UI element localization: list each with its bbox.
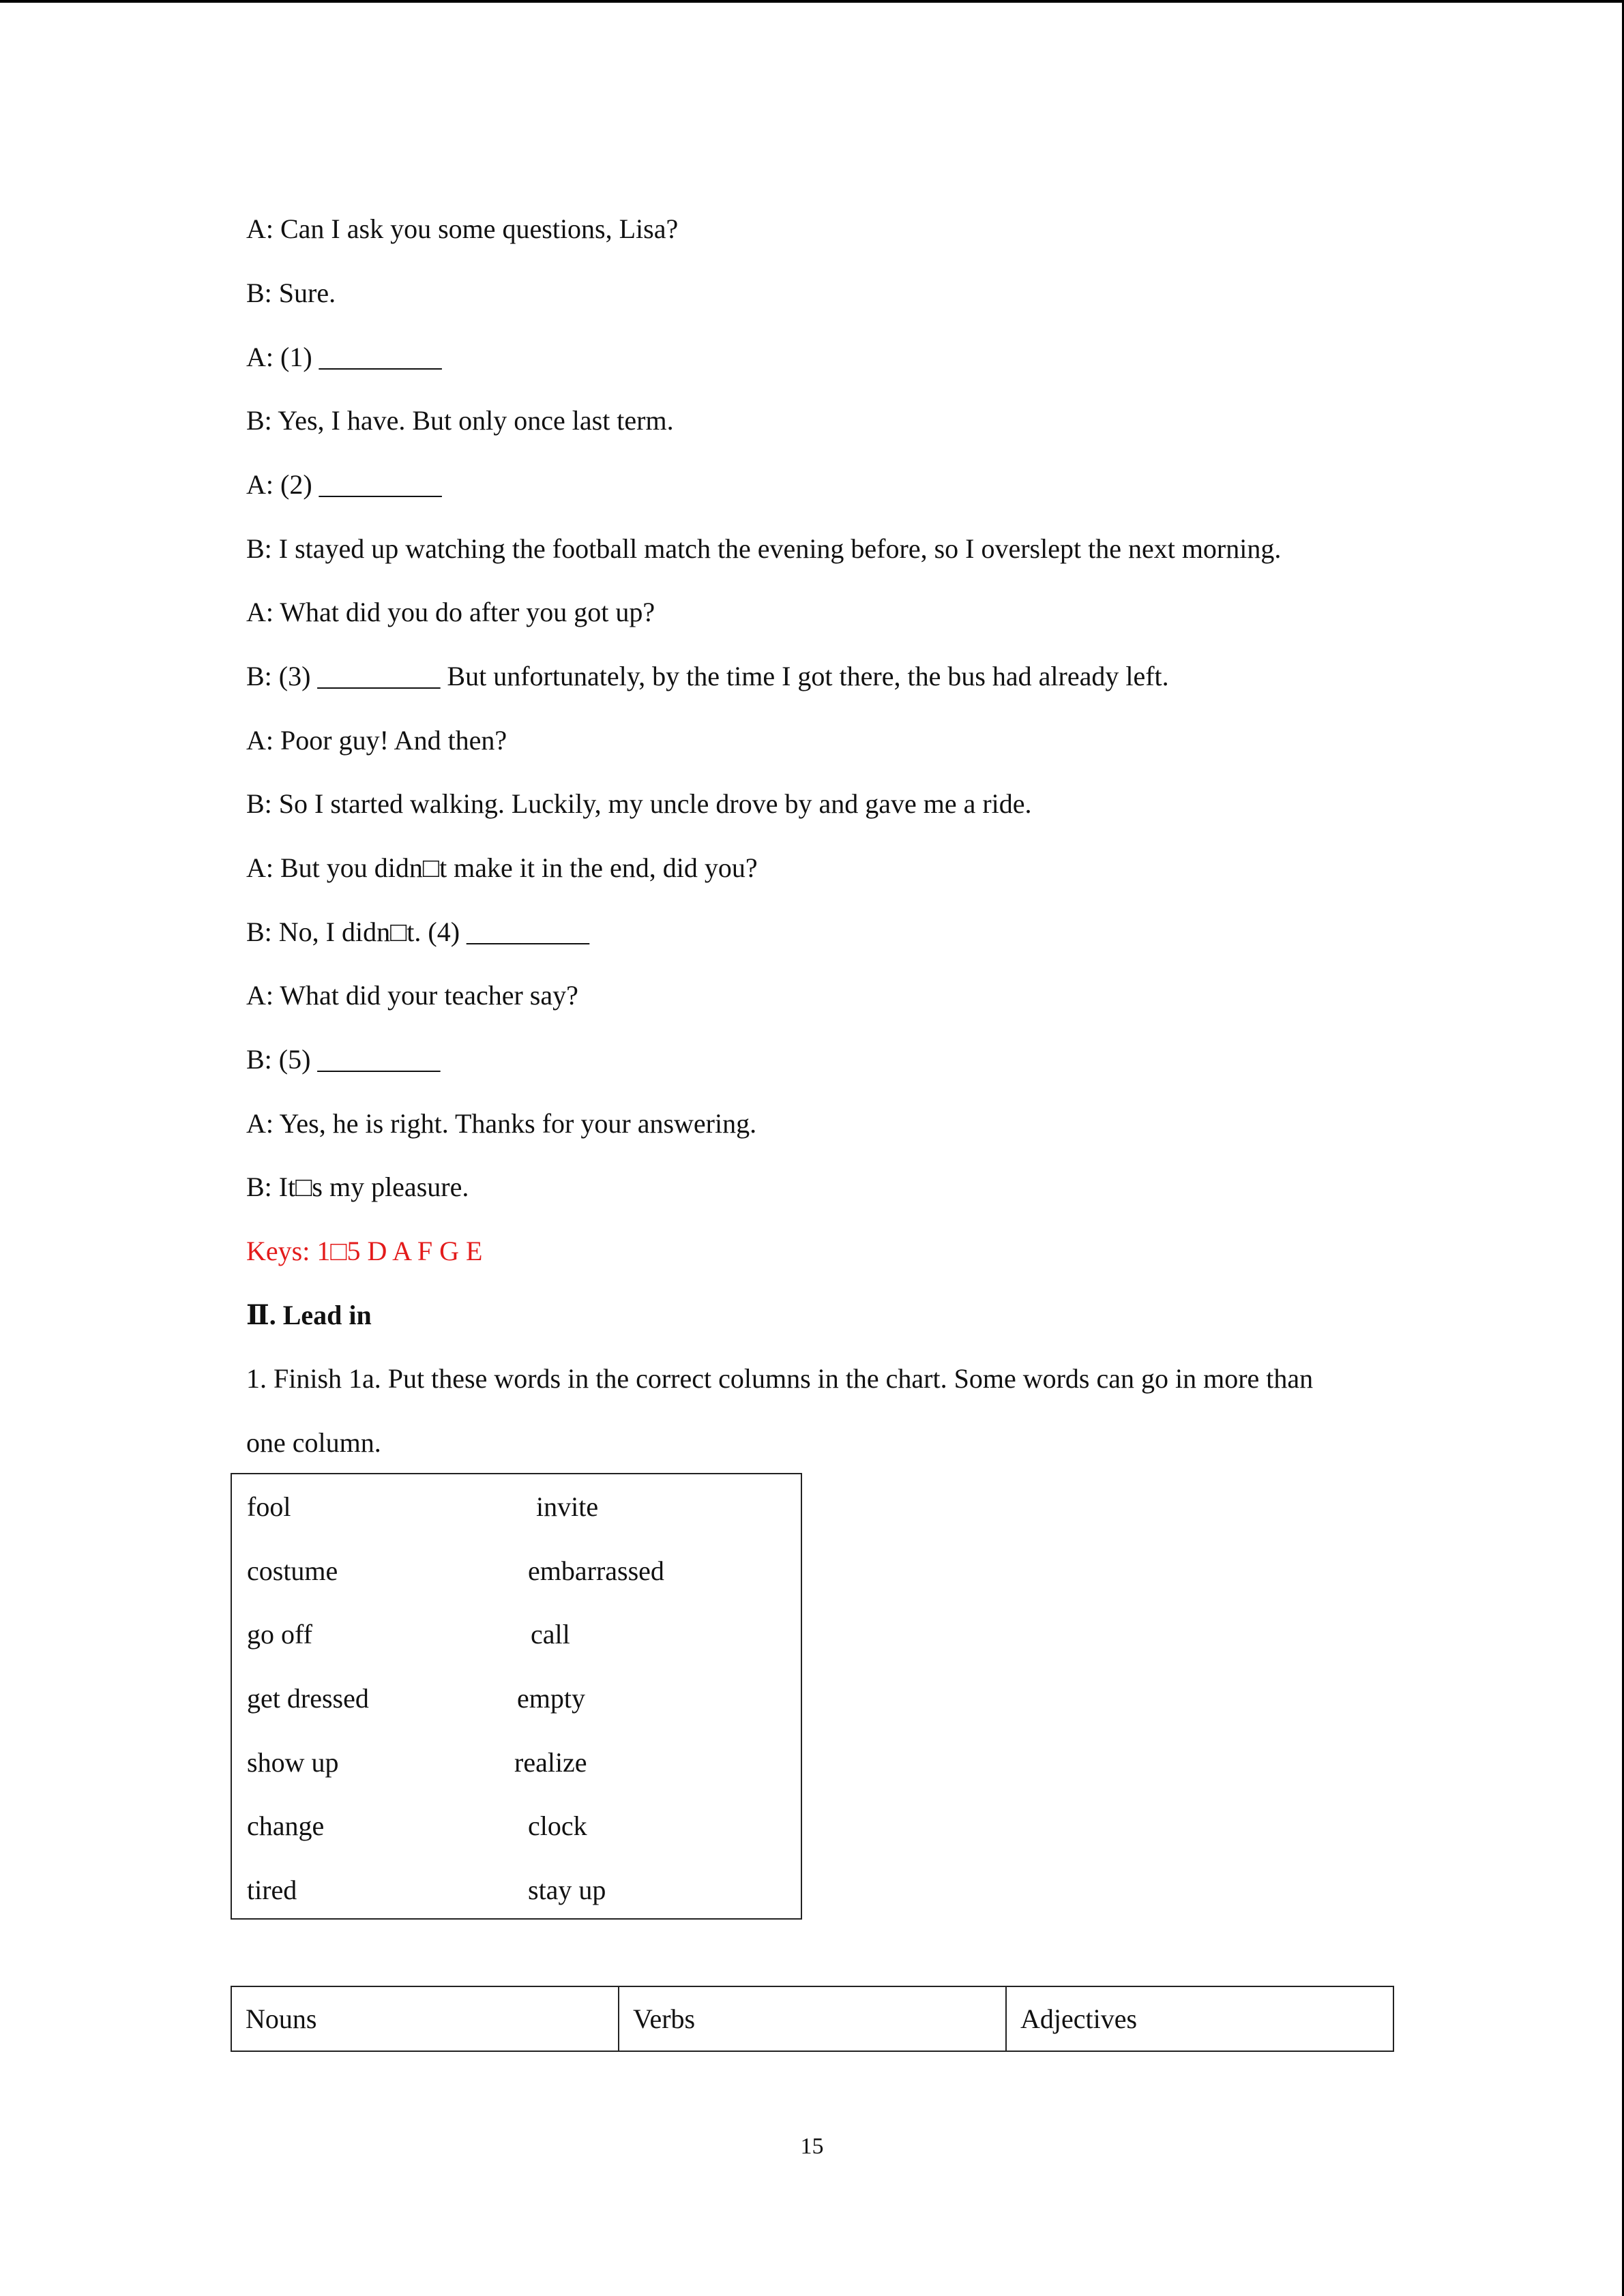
- word-left: get dressed: [247, 1683, 369, 1714]
- instruction-text: 1. Finish 1a. Put these words in the correct columns in the chart. Some words can go in more than: [246, 1363, 1314, 1394]
- word-box: [231, 1473, 802, 1920]
- word-left: show up: [247, 1747, 339, 1778]
- answer-keys: Keys: 1□5 D A F G E: [246, 1236, 483, 1266]
- word-right: call: [531, 1619, 570, 1650]
- top-border: [0, 0, 1624, 3]
- word-left: costume: [247, 1555, 338, 1586]
- word-left: tired: [247, 1875, 297, 1905]
- dialogue-line: B: No, I didn□t. (4) _________: [246, 916, 590, 947]
- word-right: empty: [517, 1683, 585, 1714]
- word-right: clock: [528, 1810, 587, 1841]
- word-left: change: [247, 1810, 325, 1841]
- dialogue-line: B: (5) _________: [246, 1044, 441, 1075]
- dialogue-line: B: Yes, I have. But only once last term.: [246, 405, 674, 436]
- word-right: realize: [514, 1747, 587, 1778]
- dialogue-line: A: What did you do after you got up?: [246, 597, 655, 627]
- dialogue-line: A: Can I ask you some questions, Lisa?: [246, 213, 679, 244]
- section-heading: Ⅱ. Lead in: [246, 1300, 372, 1330]
- dialogue-line: B: So I started walking. Luckily, my uncle drove by and gave me a ride.: [246, 788, 1032, 819]
- column-header-adjectives: Adjectives: [1020, 2003, 1138, 2034]
- dialogue-line: B: (3) _________ But unfortunately, by the time I got there, the bus had already left.: [246, 661, 1169, 691]
- word-right: embarrassed: [528, 1555, 664, 1586]
- dialogue-line: A: Poor guy! And then?: [246, 725, 507, 756]
- dialogue-line: A: But you didn□t make it in the end, did you?: [246, 852, 758, 883]
- word-right: stay up: [528, 1875, 606, 1905]
- dialogue-line: B: It□s my pleasure.: [246, 1172, 469, 1202]
- column-header-verbs: Verbs: [619, 1987, 1007, 2051]
- instruction-text-continued: one column.: [246, 1427, 381, 1458]
- page-number: 15: [800, 2134, 824, 2159]
- column-header-nouns: Nouns: [232, 1987, 619, 2051]
- word-right: invite: [536, 1491, 599, 1522]
- dialogue-line: A: What did your teacher say?: [246, 980, 578, 1011]
- category-chart: [231, 1986, 1394, 2052]
- word-left: fool: [247, 1491, 291, 1522]
- dialogue-line: A: (2) _________: [246, 469, 442, 500]
- dialogue-line: A: Yes, he is right. Thanks for your answering.: [246, 1108, 757, 1139]
- dialogue-line: A: (1) _________: [246, 342, 442, 372]
- dialogue-line: B: I stayed up watching the football match the evening before, so I overslept the next morning.: [246, 533, 1282, 564]
- word-left: go off: [247, 1619, 312, 1650]
- dialogue-line: B: Sure.: [246, 278, 336, 308]
